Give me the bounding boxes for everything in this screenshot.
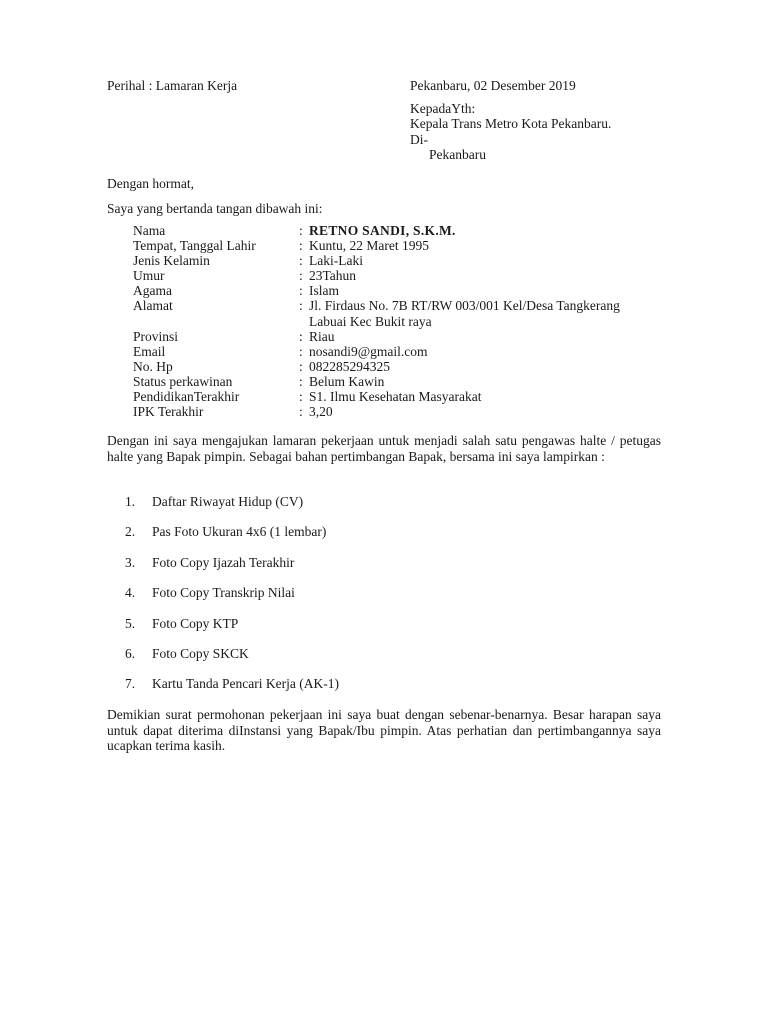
personal-info-table — [133, 223, 669, 419]
recipient-line-3: Di- — [410, 131, 428, 147]
list-item — [125, 494, 339, 524]
recipient-line-1: KepadaYth: — [410, 101, 476, 116]
info-value: Jl. Firdaus No. 7B RT/RW 003/001 Kel/Desa Tangkerang — [309, 298, 620, 314]
info-value: Belum Kawin — [309, 373, 385, 389]
info-colon: : — [299, 373, 303, 389]
list-item — [125, 646, 339, 676]
info-colon: : — [299, 268, 303, 284]
list-text: Foto Copy Transkrip Nilai — [152, 585, 295, 601]
info-row-education — [133, 389, 669, 404]
info-row-gender — [133, 253, 669, 268]
subject-line: Perihal : Lamaran Kerja — [107, 78, 238, 93]
info-colon: : — [299, 283, 303, 299]
info-value-name: RETNO SANDI, S.K.M. — [309, 223, 456, 238]
info-colon: : — [299, 328, 303, 344]
list-text: Foto Copy SKCK — [152, 645, 249, 661]
list-item — [125, 555, 339, 585]
list-item — [125, 616, 339, 646]
info-label: Email — [133, 343, 166, 359]
info-value: Laki-Laki — [309, 253, 363, 269]
info-row-address-cont — [133, 314, 669, 329]
info-colon: : — [299, 404, 303, 420]
info-colon: : — [299, 358, 303, 374]
info-label: Alamat — [133, 298, 173, 314]
info-row-email — [133, 344, 669, 359]
info-label: Nama — [133, 223, 166, 238]
info-value: S1. Ilmu Kesehatan Masyarakat — [309, 389, 482, 405]
info-label: No. Hp — [133, 358, 173, 374]
recipient-line-2: Kepala Trans Metro Kota Pekanbaru. — [410, 116, 612, 132]
info-value: Kuntu, 22 Maret 1995 — [309, 238, 429, 254]
list-text: Foto Copy KTP — [152, 615, 239, 631]
body-paragraph: Dengan ini saya mengajukan lamaran pekerjaan untuk menjadi salah satu pengawas halte / petugas halte yang Bapak pimpin. Sebagai bahan pertimbangan Bapak, bersama ini saya lampirkan : — [107, 433, 661, 464]
greeting: Dengan hormat, — [107, 176, 194, 191]
info-row-nama — [133, 223, 669, 238]
list-number: 2. — [125, 524, 136, 540]
info-colon: : — [299, 253, 303, 269]
info-label: Status perkawinan — [133, 373, 233, 389]
info-value: 082285294325 — [309, 358, 390, 374]
info-row-address — [133, 298, 669, 313]
recipient-line-4: Pekanbaru — [429, 146, 486, 162]
list-text: Pas Foto Ukuran 4x6 (1 lembar) — [152, 524, 327, 540]
info-value: Labuai Kec Bukit raya — [309, 313, 432, 329]
info-row-religion — [133, 283, 669, 298]
info-colon: : — [299, 298, 303, 314]
info-label: Jenis Kelamin — [133, 253, 210, 269]
list-number: 4. — [125, 585, 136, 601]
list-item — [125, 585, 339, 615]
info-label: Agama — [133, 283, 172, 299]
list-number: 6. — [125, 645, 136, 661]
list-text: Daftar Riwayat Hidup (CV) — [152, 494, 304, 509]
place-date: Pekanbaru, 02 Desember 2019 — [410, 78, 576, 93]
info-value: Islam — [309, 283, 339, 299]
info-row-ttl — [133, 238, 669, 253]
list-item — [125, 524, 339, 554]
info-row-gpa — [133, 404, 669, 419]
info-row-age — [133, 268, 669, 283]
info-colon: : — [299, 238, 303, 254]
info-label: IPK Terakhir — [133, 404, 204, 420]
info-label: Provinsi — [133, 328, 179, 344]
list-number: 5. — [125, 615, 136, 631]
info-label: Umur — [133, 268, 165, 284]
info-value: 3,20 — [309, 404, 333, 420]
recipient-block — [410, 101, 611, 162]
list-text: Foto Copy Ijazah Terakhir — [152, 554, 295, 570]
info-colon: : — [299, 343, 303, 359]
info-label: PendidikanTerakhir — [133, 389, 240, 405]
intro-line: Saya yang bertanda tangan dibawah ini: — [107, 201, 323, 216]
list-number: 7. — [125, 676, 136, 692]
list-number: 3. — [125, 554, 136, 570]
info-label: Tempat, Tanggal Lahir — [133, 238, 256, 254]
list-text: Kartu Tanda Pencari Kerja (AK-1) — [152, 676, 339, 692]
info-colon: : — [299, 389, 303, 405]
info-row-marital — [133, 374, 669, 389]
attachment-list — [125, 494, 339, 707]
list-item — [125, 676, 339, 706]
info-value: nosandi9@gmail.com — [309, 343, 428, 359]
info-row-province — [133, 329, 669, 344]
list-number: 1. — [125, 494, 136, 509]
info-row-phone — [133, 359, 669, 374]
info-colon: : — [299, 223, 303, 238]
closing-paragraph: Demikian surat permohonan pekerjaan ini saya buat dengan sebenar-benarnya. Besar harapan saya untuk dapat diterima diInstansi yang Bapak/Ibu pimpin. Atas perhatian dan pertimbangannya saya ucapkan terima kasih. — [107, 707, 661, 754]
info-value: Riau — [309, 328, 335, 344]
info-value: 23Tahun — [309, 268, 357, 284]
